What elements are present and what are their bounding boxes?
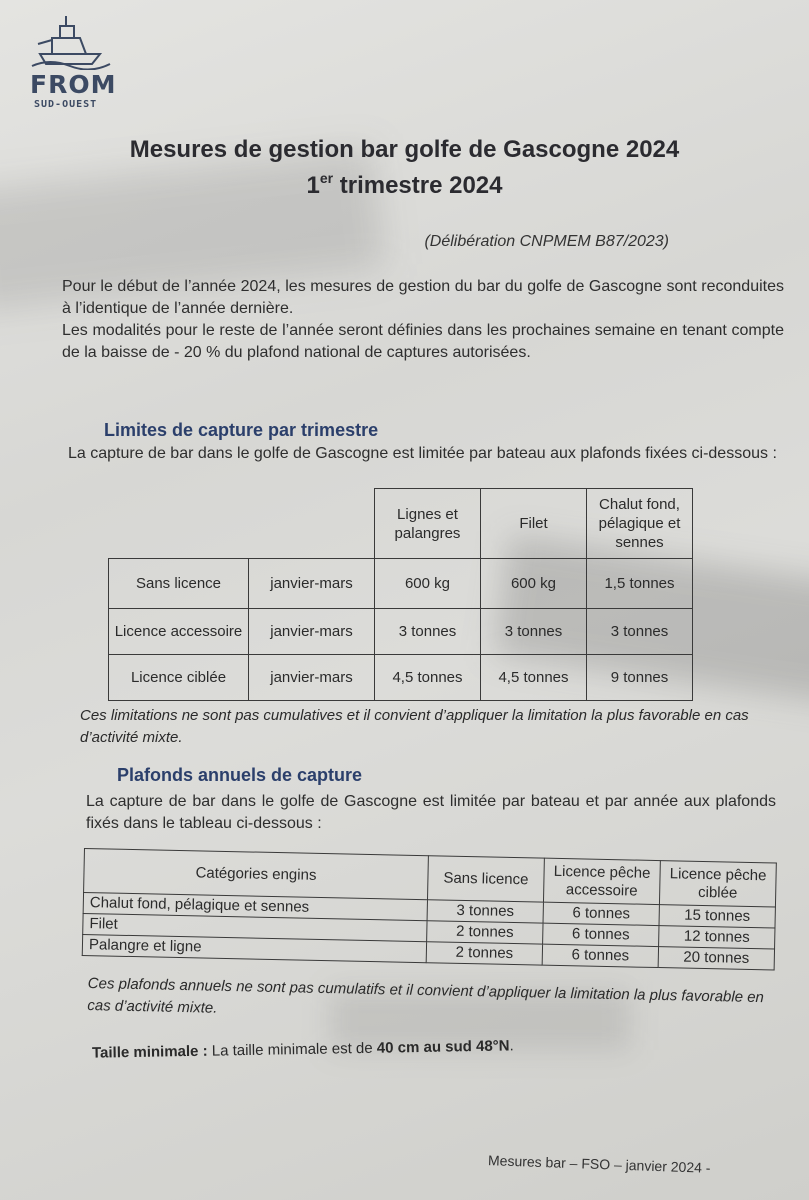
intro-text [62, 276, 784, 364]
table-header-cell: Filet [481, 489, 587, 559]
table-cell: 2 tonnes [426, 942, 542, 965]
table-cell: 12 tonnes [659, 926, 775, 949]
table-header-cell: Licence pêche accessoire [543, 858, 660, 904]
table-header-cell: Licence pêche ciblée [659, 861, 776, 907]
page-footer: Mesures bar – FSO – janvier 2024 - [487, 1152, 711, 1176]
table-cell: 6 tonnes [543, 902, 659, 925]
table-cell: 4,5 tonnes [481, 655, 587, 701]
table-cell-empty [249, 489, 375, 559]
quarterly-note: Ces limitations ne sont pas cumulatives et il convient d’appliquer la limitation la plus favorable en cas d’activité mixte. [80, 707, 749, 746]
table-cell: 600 kg [375, 559, 481, 609]
table-header-cell: Sans licence [427, 856, 544, 902]
minimum-size-label: Taille minimale : [91, 1042, 208, 1062]
table-row [109, 655, 693, 701]
table-cell: Filet [83, 913, 427, 941]
intro-paragraph: Les modalités pour le reste de l’année seront définies dans les prochaines semaine en tenant compte de la baisse de - 20 % du plafond national de captures autorisées. [62, 322, 784, 361]
section-text-annual: La capture de bar dans le golfe de Gascogne est limitée par bateau et par année aux plafonds fixés dans le tableau ci-dessous : [86, 793, 776, 832]
from-logo [26, 14, 116, 114]
table-cell: Palangre et ligne [82, 934, 426, 962]
table-cell: Chalut fond, pélagique et sennes [83, 893, 427, 921]
intro-paragraph: Pour le début de l’année 2024, les mesures de gestion du bar du golfe de Gascogne sont reconduites à l’identique de l’année dernière. [62, 278, 784, 317]
table-cell: 6 tonnes [542, 944, 658, 967]
minimum-size: Taille minimale : La taille minimale est de 40 cm au sud 48°N. [91, 1037, 514, 1062]
table-cell: 600 kg [481, 559, 587, 609]
table-cell: 15 tonnes [659, 905, 775, 928]
table-cell: 3 tonnes [587, 609, 693, 655]
table-cell: 1,5 tonnes [587, 559, 693, 609]
table-cell: 3 tonnes [427, 900, 543, 923]
annual-note: Ces plafonds annuels ne sont pas cumulatifs et il convient d’appliquer la limitation la plus favorable en cas d’activité mixte. [87, 974, 765, 1017]
quarterly-limits-table [108, 488, 693, 701]
boat-icon [30, 14, 112, 70]
table-cell: Sans licence [109, 559, 249, 609]
table-header-cell: Catégories engins [84, 849, 429, 900]
table-header-cell: Chalut fond, pélagique et sennes [587, 489, 693, 559]
table-cell-empty [109, 489, 249, 559]
table-row [109, 559, 693, 609]
table-cell: 6 tonnes [543, 923, 659, 946]
table-header-row [109, 489, 693, 559]
table-cell: 9 tonnes [587, 655, 693, 701]
annual-limits-table [82, 848, 777, 970]
table-cell: janvier-mars [249, 655, 375, 701]
table-cell: janvier-mars [249, 609, 375, 655]
table-row [109, 609, 693, 655]
table-cell: 4,5 tonnes [375, 655, 481, 701]
section-heading-quarterly: Limites de capture par trimestre [104, 420, 379, 440]
table-cell: 3 tonnes [481, 609, 587, 655]
deliberation-reference: (Délibération CNPMEM B87/2023) [424, 233, 669, 250]
section-text-quarterly: La capture de bar dans le golfe de Gascogne est limitée par bateau aux plafonds fixées ci-dessous : [68, 445, 777, 462]
table-cell: Licence accessoire [109, 609, 249, 655]
minimum-size-value: 40 cm au sud 48°N [376, 1037, 510, 1057]
document-subtitle: 1er trimestre 2024 [306, 170, 503, 199]
table-cell: 3 tonnes [375, 609, 481, 655]
table-cell: 20 tonnes [658, 947, 774, 970]
section-heading-annual: Plafonds annuels de capture [117, 765, 363, 785]
logo-name: FROM [30, 70, 117, 99]
document-title: Mesures de gestion bar golfe de Gascogne 2024 [129, 136, 680, 163]
logo-subtitle: SUD-OUEST [34, 99, 98, 110]
table-cell: 2 tonnes [427, 921, 543, 944]
table-cell: janvier-mars [249, 559, 375, 609]
table-header-cell: Lignes et palangres [375, 489, 481, 559]
table-cell: Licence ciblée [109, 655, 249, 701]
